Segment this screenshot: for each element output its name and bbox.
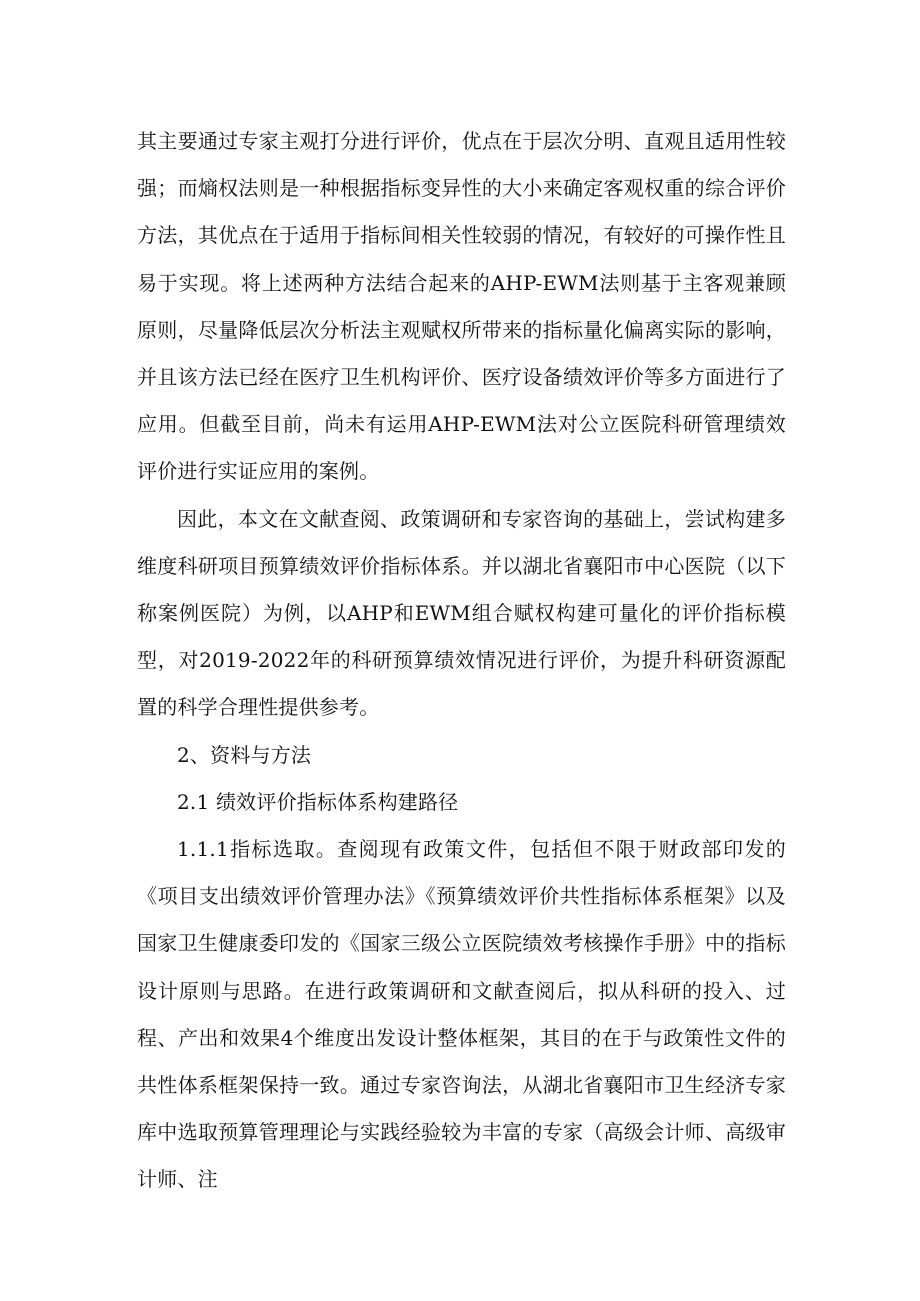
subsection-heading: 2.1 绩效评价指标体系构建路径 (177, 789, 459, 814)
body-paragraph-1: 其主要通过专家主观打分进行评价，优点在于层次分明、直观且适用性较强；而熵权法则是一种根据指标变异性的大小来确定客观权重的综合评价方法，其优点在于适用于指标间相关性较弱的情况，有较好的可操作性且易于实现。将上述两种方法结合起来的AHP-EWM法则基于主客观兼顾原则，尽量降低层次分析法主观赋权所带来的指标量化偏离实际的影响，并且该方法已经在医疗卫生机构评价、医疗设备绩效评价等多方面进行了应用。但截至目前，尚未有运用AHP-EWM法对公立医院科研管理绩效评价进行实证应用的案例。 (137, 129, 786, 484)
section-heading: 2、资料与方法 (177, 742, 312, 767)
body-paragraph-3: 1.1.1指标选取。查阅现有政策文件，包括但不限于财政部印发的《项目支出绩效评价管理办法》《预算绩效评价共性指标体系框架》以及国家卫生健康委印发的《国家三级公立医院绩效考核操作手册》中的指标设计原则与思路。在进行政策调研和文献查阅后，拟从科研的投入、过程、产出和效果4个维度出发设计整体框架，其目的在于与政策性文件的共性体系框架保持一致。通过专家咨询法，从湖北省襄阳市卫生经济专家库中选取预算管理理论与实践经验较为丰富的专家（高级会计师、高级审计师、注 (137, 837, 786, 1192)
body-paragraph-2: 因此，本文在文献查阅、政策调研和专家咨询的基础上，尝试构建多维度科研项目预算绩效评价指标体系。并以湖北省襄阳市中心医院（以下称案例医院）为例，以AHP和EWM组合赋权构建可量化的评价指标模型，对2019-2022年的科研预算绩效情况进行评价，为提升科研资源配置的科学合理性提供参考。 (137, 506, 786, 720)
